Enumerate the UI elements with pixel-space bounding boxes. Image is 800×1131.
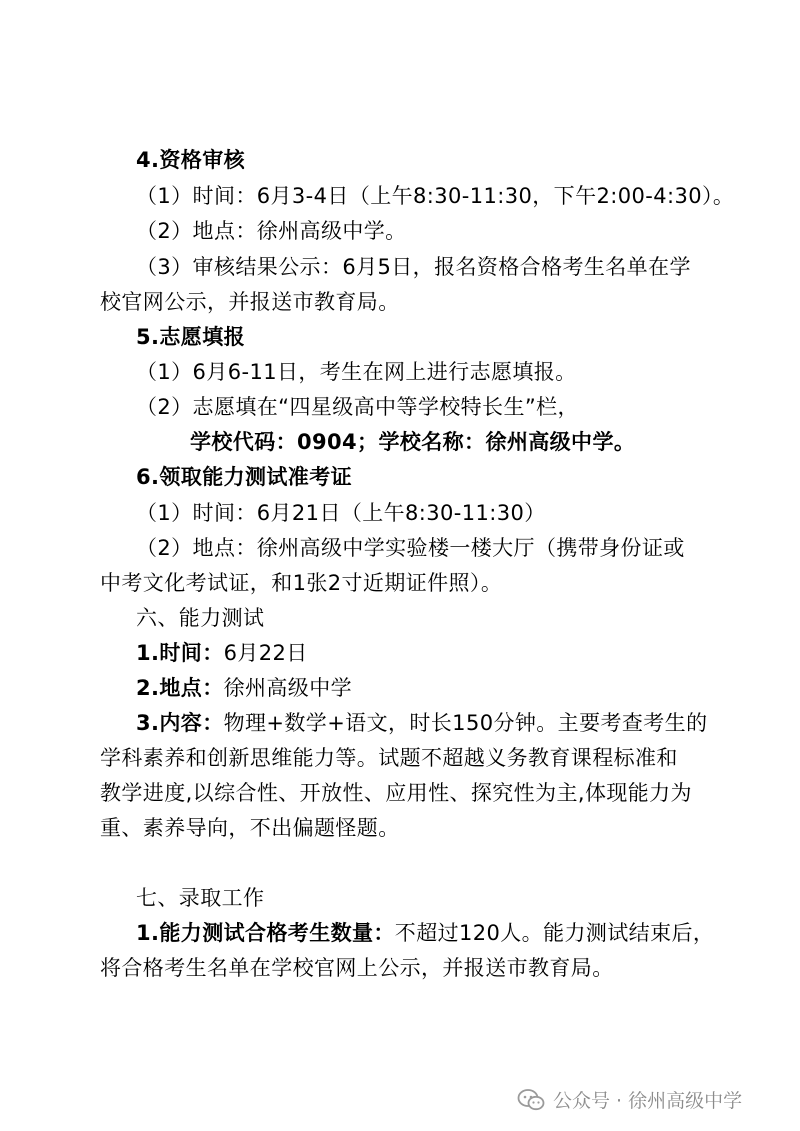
section-admission-work: 七、录取工作 <box>136 886 265 910</box>
test-content-line4: 重、素养导向，不出偏题怪题。 <box>100 816 400 840</box>
section-ability-test: 六、能力测试 <box>136 606 265 630</box>
test-time-label: 1.时间： <box>136 641 224 665</box>
test-time-value: 6月22日 <box>223 641 308 665</box>
qualified-count-line2: 将合格考生名单在学校官网上公示，并报送市教育局。 <box>100 956 614 980</box>
watermark <box>517 1086 742 1113</box>
heading-qualification-review: 4.资格审核 <box>136 148 245 172</box>
qualified-count-value: 不超过120人。能力测试结束后， <box>394 921 715 945</box>
school-code-name: 学校代码：0904；学校名称：徐州高级中学。 <box>190 430 636 454</box>
review-location: （2）地点：徐州高级中学。 <box>136 219 407 243</box>
ticket-time: （1）时间：6月21日（上午8:30-11:30） <box>136 501 546 525</box>
watermark-text: 公众号 · 徐州高级中学 <box>553 1090 743 1112</box>
test-location-value: 徐州高级中学 <box>223 676 352 700</box>
filling-column: （2）志愿填在“四星级高中等学校特长生”栏， <box>136 395 579 419</box>
test-time <box>136 641 308 665</box>
review-time: （1）时间：6月3-4日（上午8:30-11:30，下午2:00-4:30）。 <box>136 184 735 208</box>
qualified-count-label: 1.能力测试合格考生数量： <box>136 921 395 945</box>
ticket-location-line1: （2）地点：徐州高级中学实验楼一楼大厅（携带身份证或 <box>136 536 685 560</box>
test-content-value: 物理+数学+语文，时长150分钟。主要考查考生的 <box>223 711 708 735</box>
test-location <box>136 676 352 700</box>
filling-date: （1）6月6-11日，考生在网上进行志愿填报。 <box>136 360 577 384</box>
test-content-label: 3.内容： <box>136 711 224 735</box>
review-result-line2: 校官网公示，并报送市教育局。 <box>100 290 400 314</box>
ticket-location-line2: 中考文化考试证，和1张2寸近期证件照）。 <box>100 571 503 595</box>
qualified-count-line1 <box>136 921 714 945</box>
test-location-label: 2.地点： <box>136 676 224 700</box>
heading-application-filling: 5.志愿填报 <box>136 325 245 349</box>
test-content-line1 <box>136 711 707 735</box>
review-result-line1: （3）审核结果公示：6月5日，报名资格合格考生名单在学 <box>136 255 691 279</box>
wechat-icon <box>517 1088 545 1112</box>
heading-admission-ticket: 6.领取能力测试准考证 <box>136 465 352 489</box>
test-content-line2: 学科素养和创新思维能力等。试题不超越义务教育课程标准和 <box>100 746 678 770</box>
test-content-line3: 教学进度,以综合性、开放性、应用性、探究性为主,体现能力为 <box>100 781 692 805</box>
